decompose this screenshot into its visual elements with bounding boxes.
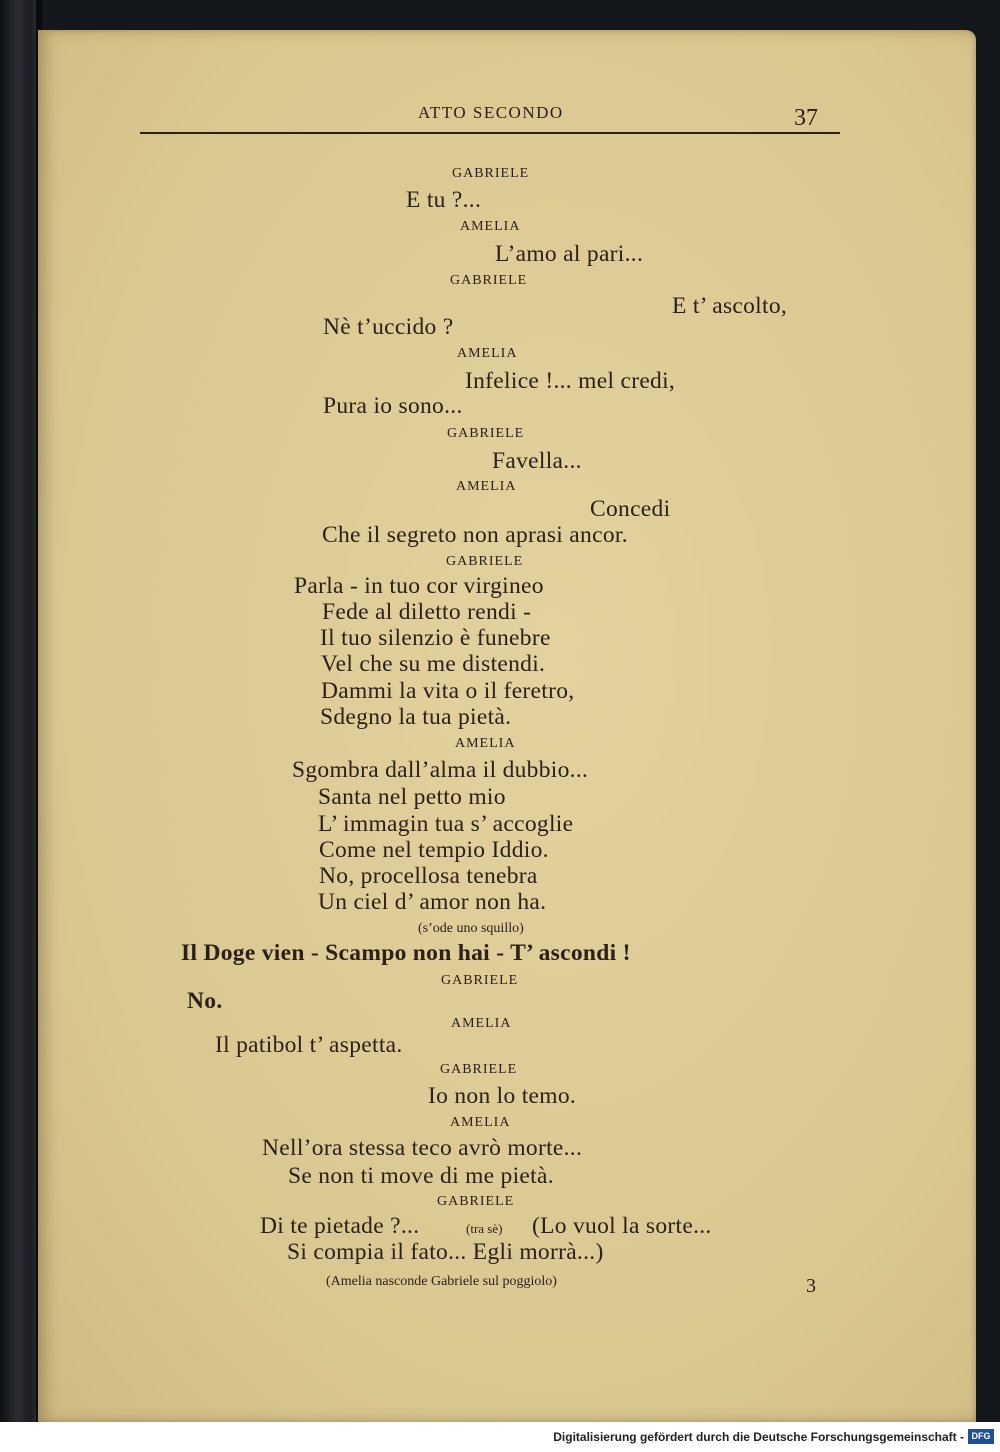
signature-mark: 3: [806, 1275, 816, 1297]
verse-line: Favella...: [492, 448, 582, 474]
header-rule: [140, 132, 840, 134]
verse-line: Santa nel petto mio: [318, 784, 506, 810]
verse-line: Nell’ora stessa teco avrò morte...: [262, 1135, 583, 1161]
verse-line: E t’ ascolto,: [672, 293, 788, 319]
verse-line: Si compia il fato... Egli morrà...): [287, 1239, 604, 1265]
verse-line: Che il segreto non aprasi ancor.: [322, 522, 628, 548]
speaker-label: GABRIELE: [446, 554, 524, 569]
verse-line: No, procellosa tenebra: [319, 863, 538, 889]
verse-line: L’amo al pari...: [495, 241, 644, 267]
verse-line: Il Doge vien - Scampo non hai - T’ ascondi !: [181, 940, 631, 966]
verse-line: Come nel tempio Iddio.: [319, 837, 549, 863]
verse-line: Io non lo temo.: [428, 1083, 577, 1109]
speaker-label: GABRIELE: [452, 166, 530, 181]
book-binding: [0, 0, 40, 1422]
verse-line: Di te pietade ?...: [260, 1213, 420, 1239]
verse-line: Infelice !... mel credi,: [465, 368, 676, 394]
speaker-label: AMELIA: [457, 346, 518, 361]
verse-line: Un ciel d’ amor non ha.: [318, 889, 547, 915]
speaker-label: GABRIELE: [440, 1062, 518, 1077]
verse-line: Dammi la vita o il feretro,: [321, 678, 575, 704]
speaker-label: GABRIELE: [450, 273, 528, 288]
verse-line: Il patibol t’ aspetta.: [215, 1032, 403, 1058]
stage-direction: (s’ode uno squillo): [418, 921, 524, 936]
speaker-label: AMELIA: [460, 219, 521, 234]
verse-line: E tu ?...: [406, 187, 482, 213]
dfg-logo: DFG: [968, 1429, 994, 1444]
running-title: ATTO SECONDO: [418, 103, 564, 122]
verse-line: Parla - in tuo cor virgineo: [294, 573, 544, 599]
stage-direction-inline: (tra sè): [466, 1221, 503, 1236]
speaker-label: AMELIA: [451, 1016, 512, 1031]
verse-line: L’ immagin tua s’ accoglie: [318, 811, 574, 837]
speaker-label: AMELIA: [450, 1115, 511, 1130]
verse-line: Fede al diletto rendi -: [322, 599, 532, 625]
verse-line: Nè t’uccido ?: [323, 314, 454, 340]
verse-line: Sdegno la tua pietà.: [320, 704, 512, 730]
funding-credit: Digitalisierung gefördert durch die Deutsche Forschungsgemeinschaft -: [553, 1430, 964, 1444]
verse-line: No.: [187, 988, 223, 1014]
verse-line: (Lo vuol la sorte...: [532, 1213, 712, 1239]
speaker-label: AMELIA: [456, 479, 517, 494]
verse-line: Se non ti move di me pietà.: [288, 1163, 554, 1189]
footer-bar: [0, 1422, 1000, 1452]
speaker-label: GABRIELE: [447, 426, 525, 441]
speaker-label: AMELIA: [455, 736, 516, 751]
verse-line: Pura io sono...: [323, 393, 463, 419]
speaker-label: GABRIELE: [441, 973, 519, 988]
stage-direction: (Amelia nasconde Gabriele sul poggiolo): [326, 1274, 557, 1289]
verse-line: Vel che su me distendi.: [321, 651, 546, 677]
page-number: 37: [794, 105, 818, 131]
verse-line: Il tuo silenzio è funebre: [320, 625, 551, 651]
verse-line: Concedi: [590, 496, 671, 522]
verse-line: Sgombra dall’alma il dubbio...: [292, 757, 589, 783]
speaker-label: GABRIELE: [437, 1194, 515, 1209]
